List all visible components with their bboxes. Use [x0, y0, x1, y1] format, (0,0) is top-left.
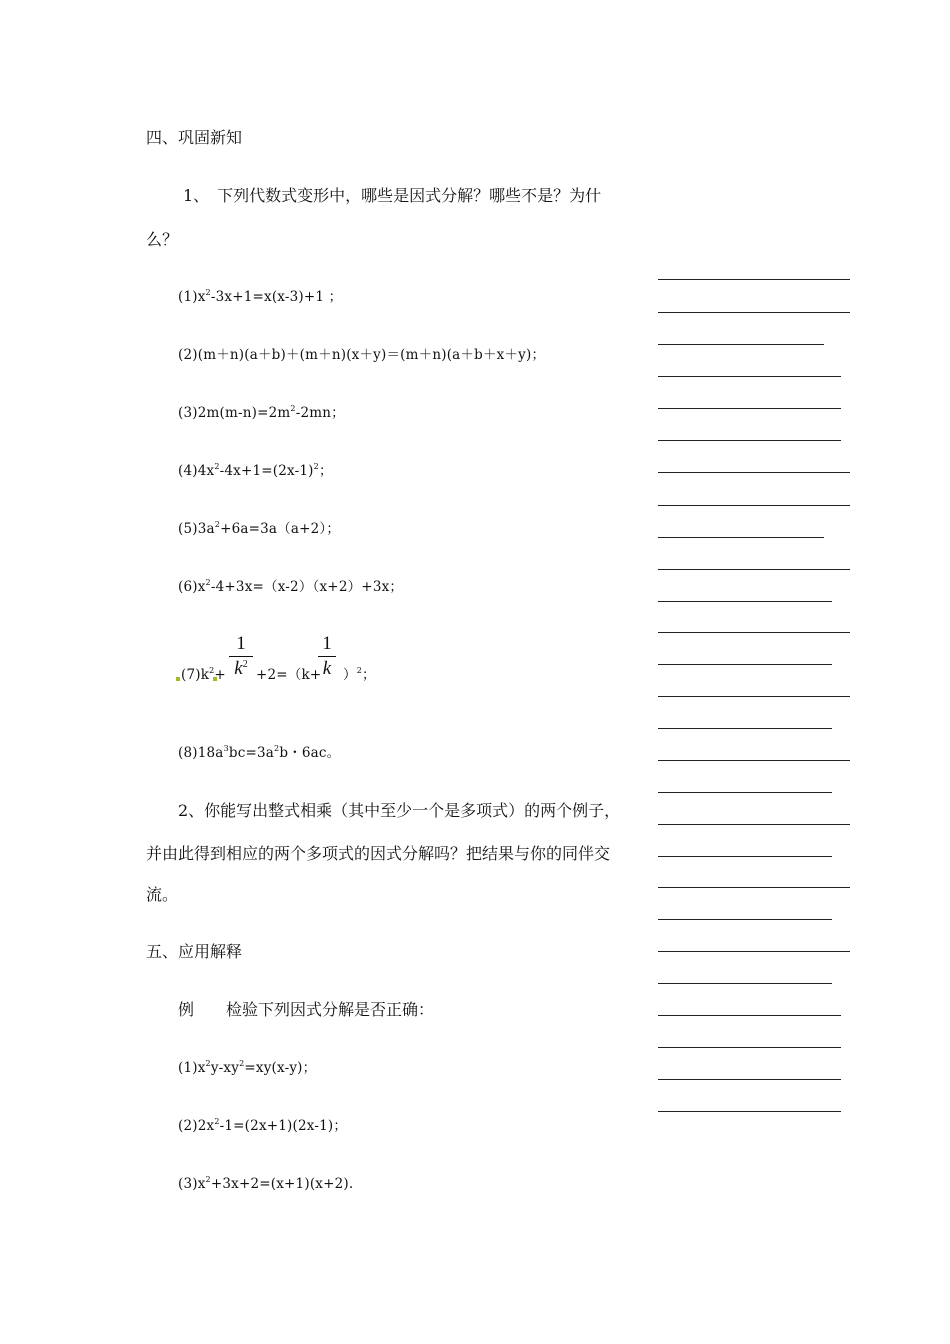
writing-line [658, 569, 850, 570]
exponent: 3 [223, 744, 229, 753]
example-item-1-part: =xy(x-y)； [244, 1060, 317, 1076]
writing-line [658, 664, 832, 665]
item-6 [178, 577, 403, 597]
writing-line [658, 632, 850, 633]
writing-line [658, 408, 841, 409]
item-3-part: -2mn； [295, 405, 345, 421]
item-2: (2)(m＋n)(a＋b)＋(m＋n)(x＋y)＝(m＋n)(a＋b＋x＋y)； [178, 347, 546, 363]
exponent: 2 [242, 659, 248, 670]
example-item-3 [178, 1174, 353, 1194]
item-7-middle: +2=（k+ [256, 667, 322, 683]
exponent: 2 [356, 666, 362, 675]
question-2-line-2: 并由此得到相应的两个多项式的因式分解吗？把结果与你的同伴交 [146, 844, 611, 863]
writing-line [658, 919, 832, 920]
exponent: 2 [205, 288, 211, 297]
item-6-part: (6)x [178, 579, 206, 595]
writing-line [658, 344, 824, 345]
exponent: 2 [239, 1059, 245, 1068]
writing-line [658, 376, 841, 377]
item-5-part: +6a=3a（a+2）； [220, 521, 341, 537]
item-6-part: -4+3x=（x-2）（x+2）+3x； [210, 579, 404, 595]
item-5 [178, 519, 340, 539]
example-intro: 例 检验下列因式分解是否正确： [178, 1000, 435, 1019]
question-1-line-1: 1、 下列代数式变形中，哪些是因式分解？哪些不是？为什 [183, 186, 602, 205]
fraction-1-over-k [318, 633, 336, 679]
item-3 [178, 403, 345, 423]
writing-line [658, 887, 850, 888]
fraction-bar [318, 656, 336, 657]
item-7-part: ） [343, 667, 357, 683]
item-3-part: (3)2m(m-n)=2m [178, 405, 291, 421]
writing-line [658, 1079, 841, 1080]
fraction-denominator: k [322, 658, 332, 679]
item-8-part: (8)18a [178, 745, 224, 761]
item-7-start [181, 665, 226, 685]
writing-line [658, 472, 850, 473]
writing-line [658, 951, 850, 952]
writing-line [658, 312, 850, 313]
exponent: 2 [274, 744, 280, 753]
fraction-variable: k [234, 658, 243, 679]
fraction-numerator: 1 [236, 633, 246, 654]
question-2-line-1: 2、你能写出整式相乘（其中至少一个是多项式）的两个例子， [178, 801, 621, 820]
writing-line [658, 279, 850, 280]
example-item-1-part: (1)x [178, 1060, 206, 1076]
writing-line [658, 728, 832, 729]
writing-line [658, 1015, 841, 1016]
exponent: 2 [313, 462, 319, 471]
exponent: 2 [214, 520, 221, 529]
item-7-part: (7)k [181, 667, 210, 683]
exponent: 2 [214, 462, 220, 471]
example-item-3-part: (3)x [178, 1176, 206, 1192]
item-4-part: (4)4x [178, 463, 215, 479]
writing-line [658, 505, 850, 506]
writing-line [658, 601, 832, 602]
section-5-title: 五、应用解释 [146, 942, 243, 961]
fraction-1-over-k-squared [229, 633, 253, 679]
item-1 [178, 287, 342, 307]
writing-line [658, 824, 850, 825]
example-item-1 [178, 1058, 316, 1078]
exponent: 2 [290, 404, 296, 413]
example-item-2-part: -1=(2x+1)(2x-1)； [219, 1118, 348, 1134]
item-8-part: b・6ac。 [279, 745, 341, 761]
writing-line [658, 1111, 841, 1112]
marker-dot [176, 677, 180, 681]
fraction-numerator: 1 [322, 633, 332, 654]
item-7-end [343, 665, 376, 685]
item-7-part: + [214, 667, 226, 683]
example-item-3-part: +3x+2=(x+1)(x+2). [210, 1176, 354, 1192]
question-2-line-3: 流。 [146, 885, 179, 904]
writing-line [658, 856, 832, 857]
question-1-line-2: 么？ [146, 230, 179, 249]
writing-line [658, 760, 850, 761]
writing-line [658, 537, 824, 538]
writing-line [658, 696, 850, 697]
example-item-2-part: (2)2x [178, 1118, 215, 1134]
fraction-bar [229, 656, 253, 657]
item-1-part: (1)x [178, 289, 206, 305]
exponent: 2 [205, 1059, 211, 1068]
item-8-part: bc=3a [228, 745, 275, 761]
writing-line [658, 983, 832, 984]
example-item-1-part: y-xy [210, 1060, 240, 1076]
writing-line [658, 440, 841, 441]
writing-line [658, 1047, 841, 1048]
item-1-part: -3x+1=x(x-3)+1 ； [210, 289, 343, 305]
item-4-part: -4x+1=(2x-1) [219, 463, 314, 479]
section-4-title: 四、巩固新知 [146, 128, 243, 147]
fraction-denominator [229, 659, 253, 679]
example-item-2 [178, 1116, 347, 1136]
item-5-part: (5)3a [178, 521, 215, 537]
exponent: 2 [205, 1175, 211, 1184]
item-8 [178, 743, 340, 763]
item-7-part: ； [362, 667, 376, 683]
item-4 [178, 461, 333, 481]
exponent: 2 [214, 1117, 220, 1126]
exponent: 2 [209, 666, 215, 675]
item-4-part: ； [318, 463, 333, 479]
exponent: 2 [205, 578, 211, 587]
writing-line [658, 792, 832, 793]
